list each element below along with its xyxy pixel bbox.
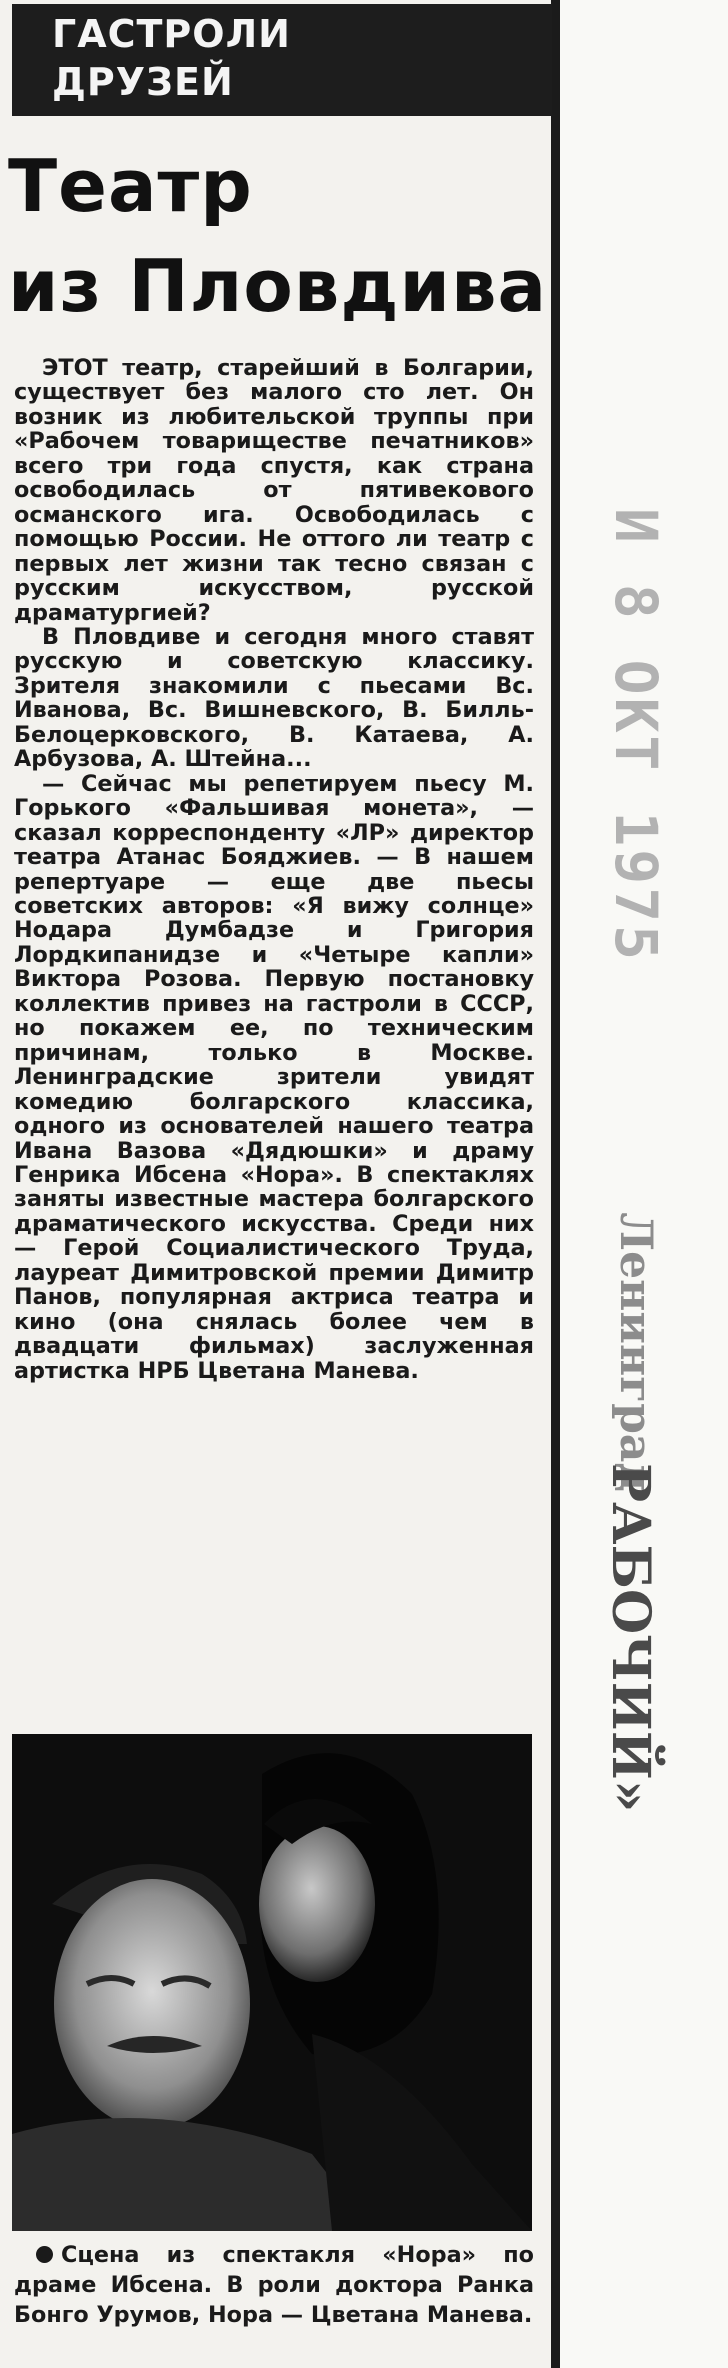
article-paragraph: В Пловдиве и сегодня много ставят русскую и советскую классику. Зрителя знакомили с пьесами Вс. Иванова, Вс. Вишневского, В. Билль-Белоцерковского, В. Катаева, А. Арбузова, А. Штейна... [14, 623, 534, 773]
rubric-line-1: ГАСТРОЛИ [52, 12, 291, 56]
article-paragraph: — Сейчас мы репетируем пьесу М. Горького «Фальшивая монета», — сказал корреспонденту «ЛР» директор театра Атанас Бояджиев. — В нашем репертуаре — еще две пьесы советских авторов: «Я вижу солнце» Нодара Думбадзе и Григория Лордкипанидзе и «Четыре капли» Виктора Розова. Первую постановку коллектив привез на гастроли в СССР, но покажем ее, по техническим причинам, только в Москве. Ленинградские зрители увидят комедию болгарского классика, одного из основателей нашего театра Ивана Вазова «Дядюшки» и драму Генрика Ибсена «Нора». В спектаклях заняты известные мастера болгарского драматического искусства. Среди них — Герой Социалистического Труда, лауреат Димитровской премии Димитр Панов, популярная актриса театра и кино (она снялась более чем в двадцати фильмах) заслуженная артистка НРБ Цветана Манева. [14, 770, 534, 1384]
article-body [14, 356, 534, 1720]
photo-caption-text: Сцена из спектакля «Нора» по драме Ибсена. В роли доктора Ранка Бонго Урумов, Нора — Цветана Манева. [14, 2242, 534, 2328]
newspaper-note: РАБОЧИЙ» [600, 1463, 661, 1813]
mounting-sheet [560, 0, 728, 2368]
column-rule [551, 0, 560, 2368]
headline-line-2: из Пловдива [8, 244, 548, 328]
stage-photo-image [12, 1734, 532, 2231]
headline-line-1: Театр [8, 144, 253, 228]
photo-caption [14, 2240, 534, 2364]
rubric-line-2: ДРУЗЕЙ [52, 60, 234, 104]
stage-photo [12, 1734, 532, 2231]
date-stamp: И 8 ОКТ 1975 [602, 508, 670, 964]
article-paragraph: ЭТОТ театр, старейший в Болгарии, существует без малого сто лет. Он возник из любительской труппы при «Рабочем товариществе печатников» всего три года спустя, как страна освободилась от пятивекового османского ига. Освободилась с помощью России. Не оттого ли театр с первых лет жизни так тесно связан с русским искусством, русской драматургией? [14, 356, 534, 626]
city-note: Ленинград [610, 1212, 661, 1492]
section-rubric [12, 4, 552, 116]
caption-bullet-icon [36, 2246, 53, 2263]
